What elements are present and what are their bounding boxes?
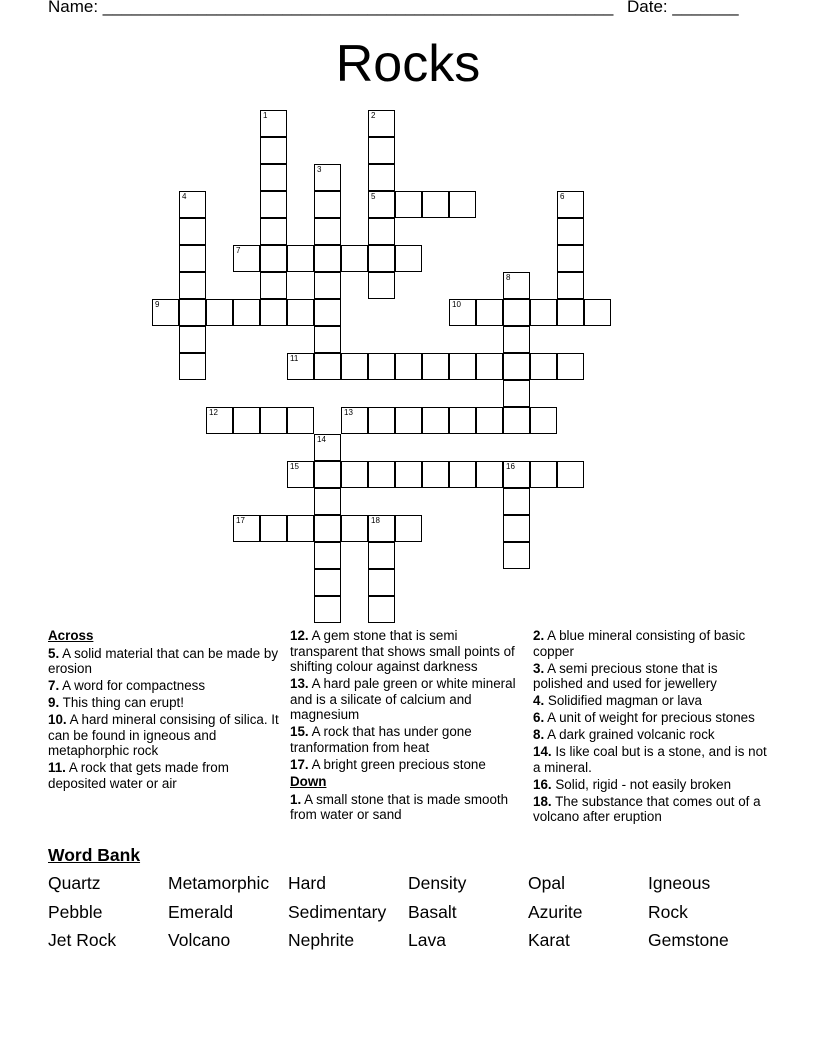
crossword-cell[interactable] — [314, 272, 341, 299]
crossword-cell[interactable] — [260, 137, 287, 164]
word-bank-item: Nephrite — [288, 930, 355, 950]
clue-across-7: 7. A word for compactness — [48, 678, 206, 694]
crossword-cell[interactable] — [395, 245, 422, 272]
clue-down-4: 4. Solidified magman or lava — [533, 693, 702, 709]
crossword-cell[interactable] — [233, 515, 260, 542]
crossword-cell[interactable] — [503, 542, 530, 569]
crossword-cell[interactable] — [260, 110, 287, 137]
down-heading: Down — [290, 773, 327, 789]
crossword-cell[interactable] — [584, 299, 611, 326]
crossword-cell[interactable] — [314, 191, 341, 218]
clue-across-12: 12. A gem stone that is semi transparent that shows small points of shifting colour against darkness — [290, 628, 515, 675]
crossword-cell[interactable] — [179, 191, 206, 218]
crossword-cell[interactable] — [449, 461, 476, 488]
clue-across-13: 13. A hard pale green or white mineral and is a silicate of calcium and magnesium — [290, 676, 516, 723]
crossword-cell[interactable] — [503, 353, 530, 380]
word-bank-item: Pebble — [48, 902, 103, 922]
crossword-cell[interactable] — [260, 218, 287, 245]
crossword-cell[interactable] — [260, 245, 287, 272]
crossword-cell[interactable] — [503, 515, 530, 542]
crossword-cell[interactable] — [395, 191, 422, 218]
crossword-cell[interactable] — [314, 515, 341, 542]
crossword-cell[interactable] — [341, 245, 368, 272]
clue-down-14: 14. Is like coal but is a stone, and is not a mineral. — [533, 744, 767, 775]
clue-down-18: 18. The substance that comes out of a volcano after eruption — [533, 793, 761, 825]
crossword-cell[interactable] — [287, 299, 314, 326]
crossword-cell[interactable] — [422, 407, 449, 434]
word-bank-item: Jet Rock — [48, 930, 117, 950]
clue-down-16: 16. Solid, rigid - not easily broken — [533, 776, 732, 792]
word-bank-item: Azurite — [528, 902, 583, 922]
crossword-cell[interactable] — [314, 299, 341, 326]
crossword-cell[interactable] — [314, 164, 341, 191]
clue-number: 4 — [182, 192, 187, 201]
word-bank-item: Opal — [528, 873, 565, 893]
crossword-cell[interactable] — [557, 218, 584, 245]
word-bank-item: Quartz — [48, 873, 101, 893]
clue-across-17: 17. A bright green precious stone — [290, 756, 486, 772]
crossword-cell[interactable] — [260, 515, 287, 542]
crossword-cell[interactable] — [503, 272, 530, 299]
crossword-cell[interactable] — [449, 407, 476, 434]
crossword-cell[interactable] — [260, 164, 287, 191]
clue-number: 15 — [290, 462, 299, 471]
crossword-cell[interactable] — [530, 407, 557, 434]
clue-number: 1 — [263, 111, 268, 120]
date-field-label: Date: _______ — [627, 0, 739, 16]
clues-column-1 — [48, 628, 280, 793]
word-bank-item: Lava — [408, 930, 446, 950]
clue-number: 2 — [371, 111, 376, 120]
clue-across-11: 11. A rock that gets made from deposited water or air — [48, 760, 229, 791]
crossword-cell[interactable] — [557, 245, 584, 272]
crossword-cell[interactable] — [368, 245, 395, 272]
crossword-cell[interactable] — [368, 191, 395, 218]
crossword-cell[interactable] — [233, 407, 260, 434]
clue-number: 6 — [560, 192, 565, 201]
crossword-cell[interactable] — [314, 461, 341, 488]
crossword-cell[interactable] — [503, 380, 530, 407]
crossword-cell[interactable] — [368, 542, 395, 569]
word-bank-item: Metamorphic — [168, 873, 270, 893]
clue-number: 9 — [155, 300, 160, 309]
crossword-cell[interactable] — [287, 245, 314, 272]
clue-number: 14 — [317, 435, 326, 444]
crossword-cell[interactable] — [368, 596, 395, 623]
crossword-cell[interactable] — [449, 191, 476, 218]
clue-number: 8 — [506, 273, 511, 282]
crossword-cell[interactable] — [557, 461, 584, 488]
crossword-cell[interactable] — [233, 245, 260, 272]
clues-column-2 — [290, 628, 525, 824]
crossword-cell[interactable] — [422, 461, 449, 488]
clue-down-3: 3. A semi precious stone that is polished and used for jewellery — [533, 660, 718, 692]
crossword-cell[interactable] — [503, 299, 530, 326]
crossword-cell[interactable] — [233, 299, 260, 326]
crossword-cell[interactable] — [179, 299, 206, 326]
crossword-cell[interactable] — [341, 461, 368, 488]
crossword-cell[interactable] — [206, 407, 233, 434]
crossword-cell[interactable] — [314, 245, 341, 272]
crossword-cell[interactable] — [314, 488, 341, 515]
clue-number: 5 — [371, 192, 376, 201]
word-bank-item: Density — [408, 873, 467, 893]
crossword-cell[interactable] — [368, 461, 395, 488]
name-field-label: Name: ______________________________________________________ — [48, 0, 614, 16]
page-title: Rocks — [335, 35, 481, 93]
clue-across-5: 5. A solid material that can be made by erosion — [48, 645, 279, 677]
word-bank-heading: Word Bank — [48, 845, 141, 865]
clue-down-8: 8. A dark grained volcanic rock — [533, 727, 715, 743]
crossword-cell[interactable] — [341, 407, 368, 434]
word-bank-item: Karat — [528, 930, 570, 950]
crossword-cell[interactable] — [179, 218, 206, 245]
clue-number: 12 — [209, 408, 218, 417]
crossword-cell[interactable] — [503, 326, 530, 353]
crossword-cell[interactable] — [179, 326, 206, 353]
crossword-cell[interactable] — [530, 299, 557, 326]
crossword-cell[interactable] — [395, 515, 422, 542]
clue-number: 17 — [236, 516, 245, 525]
word-bank-item: Gemstone — [648, 930, 729, 950]
crossword-cell[interactable] — [179, 353, 206, 380]
crossword-cell[interactable] — [314, 326, 341, 353]
crossword-cell[interactable] — [368, 515, 395, 542]
crossword-cell[interactable] — [422, 191, 449, 218]
word-bank-item: Hard — [288, 873, 326, 893]
crossword-cell[interactable] — [314, 569, 341, 596]
crossword-cell[interactable] — [503, 407, 530, 434]
clue-across-15: 15. A rock that has under gone tranformation from heat — [290, 724, 472, 755]
crossword-cell[interactable] — [395, 407, 422, 434]
crossword-cell[interactable] — [530, 461, 557, 488]
crossword-cell[interactable] — [368, 137, 395, 164]
crossword-cell[interactable] — [368, 272, 395, 299]
crossword-cell[interactable] — [260, 407, 287, 434]
crossword-cell[interactable] — [557, 353, 584, 380]
clue-down-2: 2. A blue mineral consisting of basic copper — [533, 628, 746, 659]
crossword-cell[interactable] — [314, 434, 341, 461]
crossword-cell[interactable] — [503, 461, 530, 488]
crossword-cell[interactable] — [449, 299, 476, 326]
crossword-cell[interactable] — [287, 461, 314, 488]
clue-across-10: 10. A hard mineral consising of silica. It can be found in igneous and metaphorphic rock — [48, 712, 279, 759]
crossword-cell[interactable] — [557, 299, 584, 326]
crossword-cell[interactable] — [260, 299, 287, 326]
crossword-cell[interactable] — [476, 353, 503, 380]
clue-number: 13 — [344, 408, 353, 417]
crossword-cell[interactable] — [476, 299, 503, 326]
crossword-cell[interactable] — [314, 542, 341, 569]
clue-number: 16 — [506, 462, 515, 471]
crossword-cell[interactable] — [476, 461, 503, 488]
crossword-cell[interactable] — [368, 164, 395, 191]
crossword-cell[interactable] — [395, 353, 422, 380]
clues-column-3 — [533, 628, 768, 826]
crossword-cell[interactable] — [557, 272, 584, 299]
word-bank-item: Basalt — [408, 902, 457, 922]
crossword-cell[interactable] — [341, 353, 368, 380]
word-bank-item: Igneous — [648, 873, 711, 893]
crossword-cell[interactable] — [152, 299, 179, 326]
crossword-cell[interactable] — [287, 353, 314, 380]
crossword-cell[interactable] — [503, 488, 530, 515]
clue-number: 11 — [290, 354, 299, 363]
crossword-cell[interactable] — [260, 272, 287, 299]
crossword-cell[interactable] — [368, 218, 395, 245]
crossword-cell[interactable] — [530, 353, 557, 380]
clue-number: 18 — [371, 516, 380, 525]
crossword-cell[interactable] — [206, 299, 233, 326]
crossword-cell[interactable] — [179, 245, 206, 272]
clue-number: 3 — [317, 165, 322, 174]
crossword-cell[interactable] — [368, 353, 395, 380]
crossword-cell[interactable] — [341, 515, 368, 542]
crossword-cell[interactable] — [314, 596, 341, 623]
crossword-cell[interactable] — [314, 353, 341, 380]
crossword-cell[interactable] — [287, 407, 314, 434]
crossword-cell[interactable] — [368, 110, 395, 137]
crossword-cell[interactable] — [557, 191, 584, 218]
clue-number: 10 — [452, 300, 461, 309]
across-heading: Across — [48, 628, 94, 643]
crossword-cell[interactable] — [422, 353, 449, 380]
clue-down-1: 1. A small stone that is made smooth from water or sand — [290, 791, 509, 823]
crossword-cell[interactable] — [260, 191, 287, 218]
crossword-cell[interactable] — [395, 461, 422, 488]
clue-number: 7 — [236, 246, 241, 255]
word-bank-item: Rock — [648, 902, 688, 922]
crossword-cell[interactable] — [368, 569, 395, 596]
crossword-cell[interactable] — [314, 218, 341, 245]
crossword-cell[interactable] — [179, 272, 206, 299]
clue-down-6: 6. A unit of weight for precious stones — [533, 710, 755, 726]
word-bank-item: Sedimentary — [288, 902, 387, 922]
crossword-cell[interactable] — [476, 407, 503, 434]
clue-across-9: 9. This thing can erupt! — [48, 695, 184, 711]
word-bank-item: Volcano — [168, 930, 231, 950]
crossword-cell[interactable] — [287, 515, 314, 542]
word-bank-item: Emerald — [168, 902, 234, 922]
crossword-cell[interactable] — [449, 353, 476, 380]
crossword-cell[interactable] — [368, 407, 395, 434]
